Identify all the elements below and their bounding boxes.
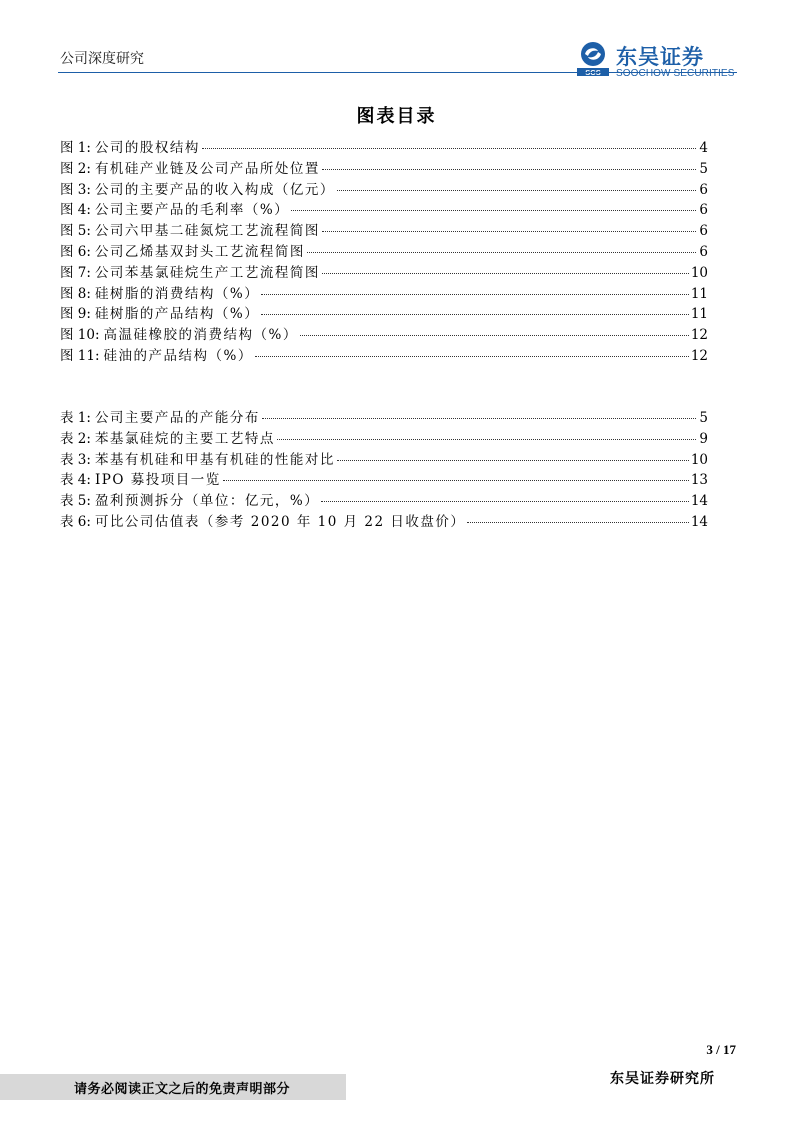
toc-entry-label: 图 6: bbox=[60, 243, 91, 260]
dot-leader bbox=[291, 210, 696, 211]
toc-entry-page: 10 bbox=[690, 451, 708, 468]
toc-entry-page: 14 bbox=[690, 493, 708, 510]
dot-leader bbox=[337, 190, 696, 191]
dot-leader bbox=[255, 356, 689, 357]
toc-entry-title: 公司主要产品的毛利率（%） bbox=[94, 202, 290, 219]
toc-entry-page: 13 bbox=[690, 472, 708, 489]
toc-entry-label: 图 4: bbox=[60, 202, 91, 219]
header-divider bbox=[58, 72, 737, 73]
toc-entry-title: 高温硅橡胶的消费结构（%） bbox=[103, 327, 298, 344]
toc-title: 图表目录 bbox=[356, 106, 437, 127]
toc-entry[interactable] bbox=[60, 159, 708, 180]
toc-entry-label: 图 10: bbox=[60, 327, 100, 344]
table-list bbox=[60, 408, 708, 533]
toc-entry[interactable] bbox=[60, 242, 708, 263]
logo-english-name: SOOCHOW SECURITIES bbox=[616, 68, 735, 79]
dot-leader bbox=[202, 148, 696, 149]
toc-entry-label: 表 6: bbox=[60, 513, 91, 530]
toc-entry-title: 公司乙烯基双封头工艺流程简图 bbox=[94, 243, 305, 260]
toc-entry-label: 表 2: bbox=[60, 430, 91, 447]
dot-leader bbox=[321, 501, 689, 502]
dot-leader bbox=[261, 314, 689, 315]
toc-entry[interactable] bbox=[60, 512, 708, 533]
toc-entry-label: 图 5: bbox=[60, 223, 91, 240]
toc-entry-label: 图 7: bbox=[60, 264, 91, 281]
toc-entry-title: IPO 募投项目一览 bbox=[94, 472, 221, 489]
toc-entry-label: 图 11: bbox=[60, 347, 100, 364]
toc-entry-label: 图 3: bbox=[60, 181, 91, 198]
figure-list bbox=[60, 138, 708, 367]
toc-entry[interactable] bbox=[60, 325, 708, 346]
toc-entry-title: 盈利预测拆分（单位：亿元，%） bbox=[94, 493, 320, 510]
toc-entry-page: 10 bbox=[690, 264, 708, 281]
toc-entry-label: 图 1: bbox=[60, 140, 91, 156]
company-logo bbox=[576, 41, 738, 81]
logo-chinese-name: 东吴证券 bbox=[616, 45, 704, 69]
toc-entry[interactable] bbox=[60, 200, 708, 221]
toc-entry-title: 公司六甲基二硅氮烷工艺流程简图 bbox=[94, 223, 320, 240]
toc-entry-label: 图 2: bbox=[60, 160, 91, 177]
toc-entry-label: 表 1: bbox=[60, 410, 91, 426]
toc-entry-page: 14 bbox=[690, 513, 708, 530]
toc-entry[interactable] bbox=[60, 470, 708, 491]
dot-leader bbox=[277, 439, 696, 440]
dot-leader bbox=[307, 252, 696, 253]
toc-entry[interactable] bbox=[60, 408, 708, 429]
toc-entry-page: 5 bbox=[699, 410, 708, 426]
toc-entry-title: 公司的主要产品的收入构成（亿元） bbox=[94, 181, 335, 198]
dot-leader bbox=[467, 522, 688, 523]
toc-entry-title: 有机硅产业链及公司产品所处位置 bbox=[94, 160, 320, 177]
toc-entry-title: 苯基有机硅和甲基有机硅的性能对比 bbox=[94, 451, 335, 468]
dot-leader bbox=[223, 480, 689, 481]
toc-entry-label: 图 9: bbox=[60, 306, 91, 323]
toc-entry-label: 表 4: bbox=[60, 472, 91, 489]
toc-entry-title: 硅树脂的产品结构（%） bbox=[94, 306, 260, 323]
toc-entry-page: 11 bbox=[690, 306, 708, 323]
dot-leader bbox=[322, 169, 696, 170]
toc-entry[interactable] bbox=[60, 346, 708, 367]
logo-mark-text: SCS bbox=[585, 68, 601, 77]
toc-entry-page: 6 bbox=[699, 243, 708, 260]
toc-entry-title: 硅树脂的消费结构（%） bbox=[94, 285, 260, 302]
toc-entry[interactable] bbox=[60, 138, 708, 159]
footer-disclaimer: 请务必阅读正文之后的免责声明部分 bbox=[74, 1082, 291, 1097]
report-section-label: 公司深度研究 bbox=[60, 51, 144, 67]
toc-entry-title: 硅油的产品结构（%） bbox=[103, 347, 253, 364]
toc-entry-title: 公司的股权结构 bbox=[94, 140, 200, 156]
toc-entry-page: 5 bbox=[699, 160, 708, 177]
toc-entry[interactable] bbox=[60, 284, 708, 305]
toc-entry-page: 6 bbox=[699, 223, 708, 240]
toc-entry-label: 表 3: bbox=[60, 451, 91, 468]
toc-entry[interactable] bbox=[60, 491, 708, 512]
toc-entry-title: 苯基氯硅烷的主要工艺特点 bbox=[94, 430, 275, 447]
toc-entry-title: 可比公司估值表（参考 2020 年 10 月 22 日收盘价） bbox=[94, 513, 466, 530]
toc-entry[interactable] bbox=[60, 304, 708, 325]
toc-entry-page: 12 bbox=[690, 347, 708, 364]
toc-entry[interactable] bbox=[60, 180, 708, 201]
dot-leader bbox=[261, 294, 689, 295]
toc-entry-label: 表 5: bbox=[60, 493, 91, 510]
toc-entry-page: 11 bbox=[690, 285, 708, 302]
toc-entry[interactable] bbox=[60, 450, 708, 471]
toc-entry[interactable] bbox=[60, 263, 708, 284]
toc-entry[interactable] bbox=[60, 221, 708, 242]
toc-entry-page: 4 bbox=[699, 140, 708, 156]
toc-entry-title: 公司苯基氯硅烷生产工艺流程简图 bbox=[94, 264, 320, 281]
footer-organization: 东吴证券研究所 bbox=[610, 1071, 715, 1087]
toc-entry-page: 6 bbox=[699, 181, 708, 198]
toc-entry-label: 图 8: bbox=[60, 285, 91, 302]
dot-leader bbox=[262, 418, 696, 419]
dot-leader bbox=[322, 273, 689, 274]
page-number: 3 / 17 bbox=[706, 1042, 736, 1057]
dot-leader bbox=[337, 460, 689, 461]
toc-entry[interactable] bbox=[60, 429, 708, 450]
toc-entry-title: 公司主要产品的产能分布 bbox=[94, 410, 260, 426]
toc-entry-page: 12 bbox=[690, 327, 708, 344]
dot-leader bbox=[322, 231, 696, 232]
dot-leader bbox=[300, 335, 689, 336]
toc-entry-page: 6 bbox=[699, 202, 708, 219]
toc-entry-page: 9 bbox=[699, 430, 708, 447]
